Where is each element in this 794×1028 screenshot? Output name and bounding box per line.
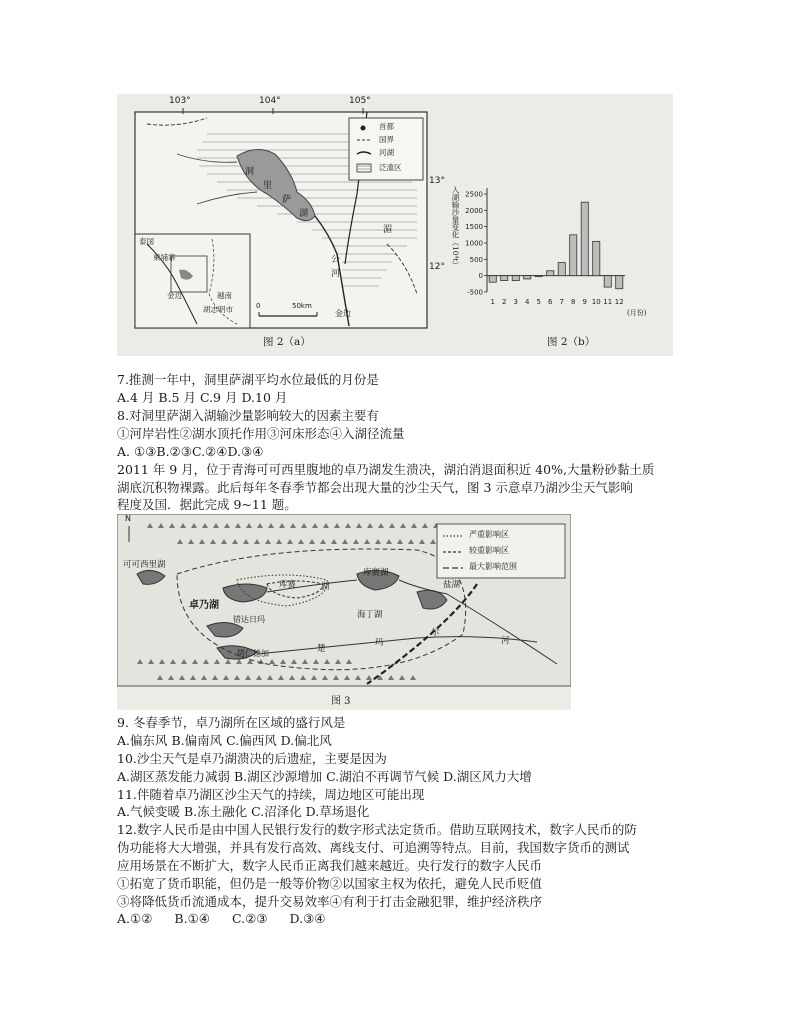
- q8-items: ①河岸岩性②湖水顶托作用③河床形态④入湖径流量: [117, 426, 405, 441]
- chart-2b-x-tick: 3: [513, 298, 518, 306]
- chart-2b-x-tick: 6: [548, 298, 553, 306]
- chart-2b-bar: [524, 276, 531, 279]
- legend-border: 国界: [379, 135, 394, 144]
- scale-50km: 50km: [292, 302, 312, 310]
- chart-2b-x-tick: 11: [603, 298, 613, 306]
- fig3-label-chu: 楚: [317, 644, 326, 654]
- figure-3-photo: [117, 514, 571, 710]
- fig3-label-kusai-lake: 库赛湖: [363, 568, 389, 578]
- lon-label-105: 105°: [349, 96, 371, 106]
- q12-option-d: D.③④: [289, 911, 326, 926]
- scale-zero: 0: [256, 302, 261, 310]
- fig3-legend-max: 最大影响范围: [469, 562, 517, 571]
- legend-capital: 首都: [379, 122, 394, 131]
- chart-2b-y-tick: 0: [478, 272, 483, 281]
- inset-vietnam: 越南: [217, 291, 232, 300]
- lon-label-104: 104°: [259, 96, 281, 106]
- lon-label-103: 103°: [169, 96, 191, 106]
- map-label-phnom-penh: 金边: [335, 309, 351, 318]
- q12-option-c: C.②③: [232, 911, 268, 926]
- chart-2b-y-tick: 2000: [465, 206, 483, 215]
- figure-2b-caption: 图 2（b）: [547, 336, 596, 348]
- chart-2b-bar: [570, 235, 577, 276]
- figure-3-caption: 图 3: [331, 696, 351, 707]
- q8-options: A. ①③B.②③C.②④D.③④: [117, 444, 264, 459]
- inset-ho-chi-minh: 胡志明市: [203, 305, 233, 314]
- intro9-line1: 2011 年 9 月，位于青海可可西里腹地的卓乃湖发生溃决，湖泊消退面积近 40%,大量粉砂黏土质: [117, 462, 655, 477]
- q11-options: A.气候变暖 B.冻土融化 C.沼泽化 D.草场退化: [117, 804, 370, 819]
- chart-2b-y-tick: 1500: [465, 223, 483, 232]
- chart-2b-x-tick: 10: [591, 298, 601, 306]
- chart-2b-x-tick: 4: [525, 298, 530, 306]
- map-label-sa: 萨: [282, 195, 292, 205]
- figure-2a-caption: 图 2（a）: [263, 336, 311, 348]
- fig3-label-hu: 湖: [321, 582, 330, 592]
- legend-flood-area: 泛滥区: [379, 163, 402, 172]
- q12-options: [117, 911, 325, 927]
- intro9-line3: 程度及国．据此完成 9~11 题。: [117, 497, 297, 512]
- fig3-label-haiding-lake: 海丁湖: [357, 610, 383, 620]
- chart-2b-xlabel: (月份): [627, 309, 647, 317]
- chart-2b-bar: [489, 276, 496, 283]
- chart-2b-bar: [593, 241, 600, 275]
- map-label-li: 里: [263, 181, 273, 191]
- map-label-gong: 公: [331, 255, 341, 265]
- fig3-legend-severe: 严重影响区: [469, 530, 509, 539]
- inset-thailand: 泰国: [139, 237, 154, 246]
- chart-2b-bar: [616, 276, 623, 289]
- chart-2b-ylabel: 入湖输沙量变化（10⁴t）: [451, 186, 460, 270]
- map-label-dong: 洞: [245, 167, 255, 177]
- q7-stem: 7.推测一年中，洞里萨湖平均水位最低的月份是: [117, 372, 379, 387]
- chart-2b-x-tick: 9: [582, 298, 587, 306]
- inset-cambodia: 柬埔寨: [153, 253, 176, 262]
- q7-options: A.4 月 B.5 月 C.9 月 D.10 月: [117, 390, 288, 405]
- chart-2b-x-tick: 12: [614, 298, 624, 306]
- map-label-he: 河: [331, 269, 341, 279]
- fig3-label-he: 河: [501, 636, 510, 646]
- chart-2b-bar: [535, 276, 542, 277]
- intro9-line2: 湖底沉积物裸露。此后每年冬春季节都会出现大量的沙尘天气，图 3 示意卓乃湖沙尘天气影响: [117, 480, 633, 495]
- fig3-label-er: 尔: [431, 628, 440, 638]
- lat-label-13: 13°: [429, 176, 445, 186]
- q12-option-b: B.①④: [174, 911, 210, 926]
- q10-stem: 10.沙尘天气是卓乃湖溃决的后遗症，主要是因为: [117, 751, 387, 766]
- chart-2b-x-tick: 1: [490, 298, 495, 306]
- legend-river-lake: 河湖: [379, 148, 394, 157]
- chart-2b-bar: [558, 263, 565, 276]
- chart-2b-x-tick: 7: [559, 298, 564, 306]
- fig3-label-zhuonai-lake: 卓乃湖: [189, 600, 219, 611]
- chart-2b-y-tick: 2500: [465, 190, 483, 199]
- chart-2b-x-tick: 5: [536, 298, 541, 306]
- fig3-label-hohxil-lake: 可可西里湖: [123, 560, 166, 570]
- fig3-legend-heavy: 较重影响区: [469, 546, 509, 555]
- q12-line5: ③将降低货币流通成本，提升交易效率④有利于打击金融犯罪，维护经济秩序: [117, 894, 543, 909]
- chart-2b-y-tick: 1000: [465, 239, 483, 248]
- q12-line4: ①拓宽了货币职能，但仍是一般等价物②以国家主权为依托，避免人民币贬值: [117, 876, 543, 891]
- chart-2b-bar: [547, 271, 554, 276]
- q10-options: A.湖区蒸发能力减弱 B.湖区沙源增加 C.湖泊不再调节气候 D.湖区风力大增: [117, 769, 532, 784]
- figure-2-photo: [117, 94, 673, 356]
- q11-stem: 11.伴随着卓乃湖区沙尘天气的持续，周边地区可能出现: [117, 787, 425, 802]
- figure-3-svg: [117, 514, 571, 710]
- chart-2b-bar: [581, 202, 588, 276]
- map-label-hu: 湖: [299, 209, 309, 219]
- figure-2-svg: [117, 94, 673, 356]
- chart-2b-x-tick: 2: [502, 298, 507, 306]
- map-label-mei: 湄: [383, 225, 393, 235]
- q12-option-a: A.①②: [117, 911, 153, 926]
- chart-2b: [465, 188, 625, 306]
- chart-2b-y-tick: -500: [467, 288, 483, 297]
- chart-2b-bar: [604, 276, 611, 287]
- fig3-label-salt-lake: 盐湖: [443, 580, 461, 590]
- fig3-north: N: [125, 514, 131, 523]
- q12-line3: 应用场景在不断扩大，数字人民币正离我们越来越近。央行发行的数字人民币: [117, 858, 543, 873]
- fig3-label-cuorendejia: 错仁德加: [237, 649, 269, 658]
- chart-2b-bar: [512, 276, 519, 281]
- fig3-label-cuodarima: 错达日玛: [233, 615, 265, 624]
- chart-2b-bar: [501, 276, 508, 281]
- fig3-label-ma: 玛: [375, 638, 384, 648]
- fig3-label-kusai: 库赛: [279, 580, 297, 590]
- q8-stem: 8.对洞里萨湖入湖输沙量影响较大的因素主要有: [117, 408, 379, 423]
- chart-2b-y-tick: 500: [469, 255, 483, 264]
- q9-options: A.偏东风 B.偏南风 C.偏西风 D.偏北风: [117, 733, 332, 748]
- inset-phnom-penh: 金边: [167, 291, 182, 300]
- lat-label-12: 12°: [429, 262, 445, 272]
- q12-line1: 12.数字人民币是由中国人民银行发行的数字形式法定货币。借助互联网技术，数字人民币的防: [117, 822, 637, 837]
- q12-line2: 伪功能将大大增强，并具有发行高效、离线支付、可追溯等特点。目前，我国数字货币的测试: [117, 840, 630, 855]
- q9-stem: 9. 冬春季节，卓乃湖所在区域的盛行风是: [117, 715, 346, 730]
- chart-2b-x-tick: 8: [571, 298, 576, 306]
